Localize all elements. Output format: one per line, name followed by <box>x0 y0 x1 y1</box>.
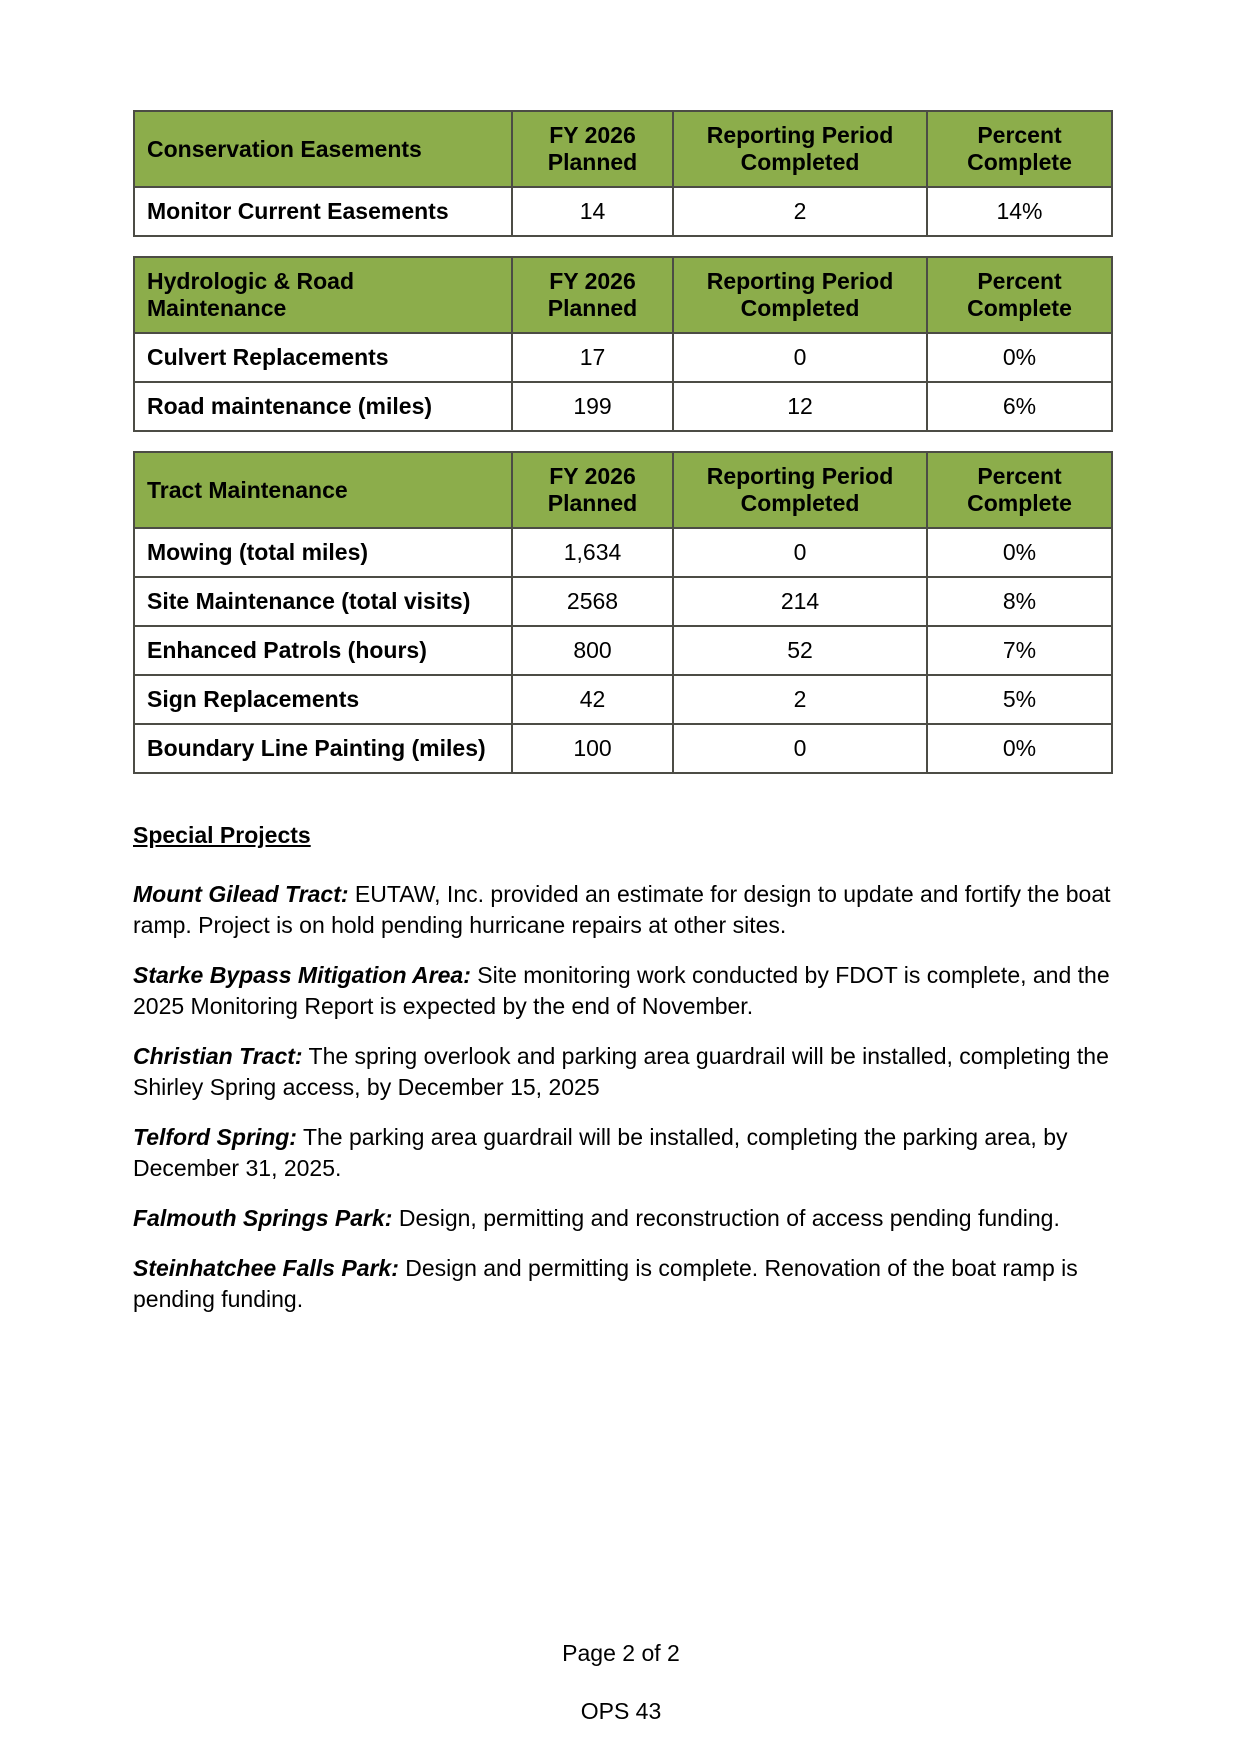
header-row <box>134 452 1112 528</box>
project-paragraph <box>133 960 1111 1022</box>
row-label: Mowing (total miles) <box>134 528 512 577</box>
cell-value: 0 <box>673 333 927 382</box>
cell-value: 800 <box>512 626 673 675</box>
cell-value: 1,634 <box>512 528 673 577</box>
cell-value: 8% <box>927 577 1112 626</box>
row-label: Sign Replacements <box>134 675 512 724</box>
project-name: Christian Tract: <box>133 1043 303 1069</box>
cell-value: 0% <box>927 528 1112 577</box>
column-header: Percent Complete <box>927 111 1112 187</box>
project-text: The parking area guardrail will be installed, completing the parking area, by December 31, 2025. <box>133 1124 1068 1181</box>
table-row <box>134 724 1112 773</box>
table-title: Hydrologic & Road Maintenance <box>134 257 512 333</box>
cell-value: 14 <box>512 187 673 236</box>
page-footer <box>0 1640 1242 1725</box>
row-label: Site Maintenance (total visits) <box>134 577 512 626</box>
header-row <box>134 111 1112 187</box>
cell-value: 42 <box>512 675 673 724</box>
metrics-tables <box>133 110 1111 774</box>
cell-value: 0 <box>673 528 927 577</box>
cell-value: 17 <box>512 333 673 382</box>
column-header: FY 2026 Planned <box>512 257 673 333</box>
cell-value: 214 <box>673 577 927 626</box>
special-projects-heading: Special Projects <box>133 822 311 848</box>
cell-value: 2568 <box>512 577 673 626</box>
project-paragraph <box>133 1203 1111 1234</box>
project-text: Design and permitting is complete. Renovation of the boat ramp is pending funding. <box>133 1255 1078 1312</box>
table-row <box>134 382 1112 431</box>
project-name: Telford Spring: <box>133 1124 297 1150</box>
cell-value: 6% <box>927 382 1112 431</box>
table-row <box>134 187 1112 236</box>
table-row <box>134 333 1112 382</box>
project-paragraph <box>133 1122 1111 1184</box>
project-name: Starke Bypass Mitigation Area: <box>133 962 471 988</box>
column-header: Percent Complete <box>927 452 1112 528</box>
cell-value: 100 <box>512 724 673 773</box>
doc-code: OPS 43 <box>580 1698 662 1724</box>
row-label: Monitor Current Easements <box>134 187 512 236</box>
row-label: Enhanced Patrols (hours) <box>134 626 512 675</box>
table-row <box>134 626 1112 675</box>
project-name: Falmouth Springs Park: <box>133 1205 393 1231</box>
project-name: Steinhatchee Falls Park: <box>133 1255 399 1281</box>
column-header: FY 2026 Planned <box>512 452 673 528</box>
project-paragraph <box>133 1253 1111 1315</box>
row-label: Boundary Line Painting (miles) <box>134 724 512 773</box>
table-title: Tract Maintenance <box>134 452 512 528</box>
cell-value: 52 <box>673 626 927 675</box>
cell-value: 2 <box>673 187 927 236</box>
project-text: Site monitoring work conducted by FDOT is complete, and the 2025 Monitoring Report is expected by the end of November. <box>133 962 1110 1019</box>
project-name: Mount Gilead Tract: <box>133 881 349 907</box>
cell-value: 2 <box>673 675 927 724</box>
page-number: Page 2 of 2 <box>562 1640 680 1666</box>
project-text: EUTAW, Inc. provided an estimate for design to update and fortify the boat ramp. Project is on hold pending hurricane repairs at other sites. <box>133 881 1111 938</box>
column-header: Reporting Period Completed <box>673 257 927 333</box>
table-row <box>134 577 1112 626</box>
cell-value: 12 <box>673 382 927 431</box>
project-paragraph <box>133 879 1111 941</box>
project-paragraph <box>133 1041 1111 1103</box>
document-body <box>133 110 1111 1334</box>
metrics-table <box>133 256 1113 432</box>
table-row <box>134 675 1112 724</box>
row-label: Road maintenance (miles) <box>134 382 512 431</box>
project-text: The spring overlook and parking area guardrail will be installed, completing the Shirley Spring access, by December 15, 2025 <box>133 1043 1109 1100</box>
table-row <box>134 528 1112 577</box>
cell-value: 0% <box>927 333 1112 382</box>
column-header: FY 2026 Planned <box>512 111 673 187</box>
column-header: Percent Complete <box>927 257 1112 333</box>
cell-value: 7% <box>927 626 1112 675</box>
column-header: Reporting Period Completed <box>673 111 927 187</box>
table-title: Conservation Easements <box>134 111 512 187</box>
header-row <box>134 257 1112 333</box>
metrics-table <box>133 110 1113 237</box>
cell-value: 5% <box>927 675 1112 724</box>
column-header: Reporting Period Completed <box>673 452 927 528</box>
cell-value: 199 <box>512 382 673 431</box>
project-text: Design, permitting and reconstruction of access pending funding. <box>392 1205 1060 1231</box>
metrics-table <box>133 451 1113 774</box>
special-projects-list <box>133 879 1111 1315</box>
cell-value: 0 <box>673 724 927 773</box>
cell-value: 0% <box>927 724 1112 773</box>
row-label: Culvert Replacements <box>134 333 512 382</box>
cell-value: 14% <box>927 187 1112 236</box>
